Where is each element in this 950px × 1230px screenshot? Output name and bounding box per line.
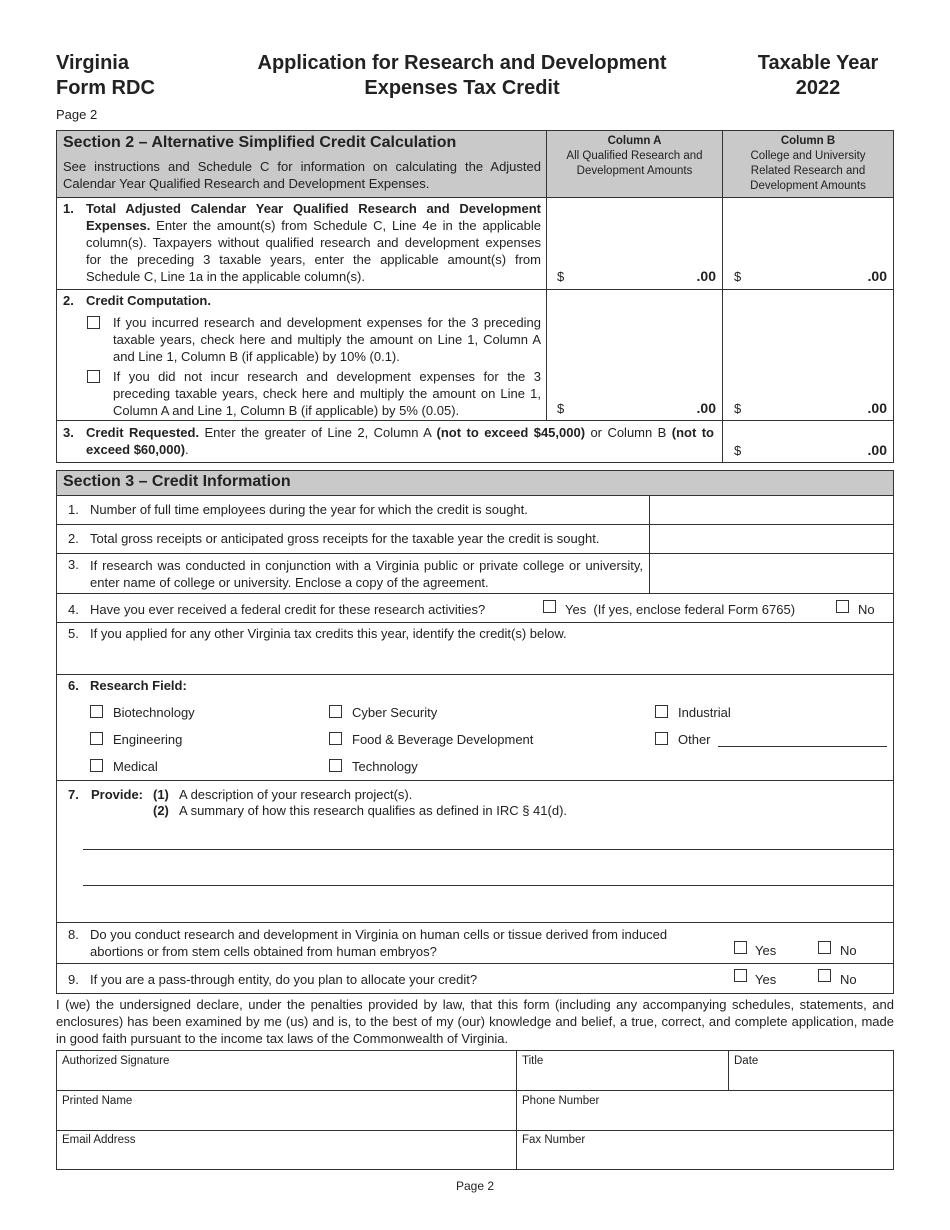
q7-item2-number: (2) bbox=[153, 803, 169, 818]
field-engineering-label: Engineering bbox=[113, 732, 183, 747]
stem-cells-yes-label: Yes bbox=[755, 943, 777, 958]
stem-cells-yes-checkbox[interactable] bbox=[734, 941, 747, 954]
q2-number: 2. bbox=[68, 531, 79, 546]
taxable-year: 2022 bbox=[795, 77, 841, 99]
federal-credit-yes-label: Yes (If yes, enclose federal Form 6765) bbox=[565, 602, 796, 617]
field-technology-checkbox[interactable] bbox=[329, 759, 342, 772]
field-food-beverage-label: Food & Beverage Development bbox=[352, 732, 534, 747]
stem-cells-no-label: No bbox=[840, 943, 857, 958]
title-label: Title bbox=[522, 1055, 544, 1067]
field-other-label: Other bbox=[678, 732, 711, 747]
line1-colB-dollar: $ bbox=[734, 269, 742, 284]
field-cyber-security-label: Cyber Security bbox=[352, 705, 438, 720]
line3-number: 3. bbox=[63, 425, 74, 440]
q1-text: Number of full time employees during the year for which the credit is sought. bbox=[90, 502, 528, 517]
q7-answer-line-2[interactable] bbox=[83, 885, 894, 886]
line2-colA-amount[interactable]: .00 bbox=[696, 400, 716, 416]
date-field[interactable] bbox=[729, 1070, 893, 1089]
line3-limit-a: (not to exceed $45,000) bbox=[436, 425, 586, 440]
footer-page-number: Page 2 bbox=[455, 1179, 495, 1193]
line3-desc3: . bbox=[185, 442, 189, 457]
column-b-title: Column B bbox=[780, 135, 836, 147]
line2-colB-amount[interactable]: .00 bbox=[867, 400, 887, 416]
q8-text: Do you conduct research and development in Virginia on human cells or tissue derived from induced abortions or from stem cells obtained from human embryos? bbox=[90, 927, 668, 959]
line2-colA-dollar: $ bbox=[557, 401, 565, 416]
field-medical-label: Medical bbox=[113, 759, 158, 774]
federal-credit-no-label: No bbox=[858, 602, 875, 617]
section2-title: Section 2 – Alternative Simplified Credit Calculation bbox=[63, 134, 457, 151]
section2-intro: See instructions and Schedule C for information on calculating the Adjusted Calendar Year Qualified Research and Development Expenses. bbox=[63, 159, 541, 191]
incurred-expenses-checkbox[interactable] bbox=[87, 316, 100, 329]
form-id: Form RDC bbox=[56, 77, 155, 99]
declaration-text: I (we) the undersigned declare, under the penalties provided by law, that this form (including any accompanying schedules, statements, and enclosures) has been examined by me (us) and is, to the best of my (our) knowledge and belief, a true, correct, and complete application, made in good faith pursuant to the income tax laws of the Commonwealth of Virginia. bbox=[56, 997, 894, 1046]
form-state: Virginia bbox=[56, 52, 129, 74]
q6-number: 6. bbox=[68, 678, 79, 693]
no-expenses-checkbox[interactable] bbox=[87, 370, 100, 383]
taxable-year-label: Taxable Year bbox=[757, 52, 879, 74]
q7-item1-text: A description of your research project(s). bbox=[179, 787, 413, 802]
column-a-header bbox=[547, 134, 722, 179]
field-industrial-checkbox[interactable] bbox=[655, 705, 668, 718]
line3-desc2: or Column B bbox=[585, 425, 672, 440]
field-engineering-checkbox[interactable] bbox=[90, 732, 103, 745]
phone-number-field[interactable] bbox=[517, 1110, 893, 1129]
field-technology-label: Technology bbox=[352, 759, 418, 774]
field-biotechnology-label: Biotechnology bbox=[113, 705, 195, 720]
q7-number: 7. bbox=[68, 787, 79, 802]
section3-title: Section 3 – Credit Information bbox=[63, 473, 291, 490]
federal-credit-no-checkbox[interactable] bbox=[836, 600, 849, 613]
federal-credit-yes-checkbox[interactable] bbox=[543, 600, 556, 613]
form-title-line1: Application for Research and Development bbox=[257, 52, 667, 74]
allocate-yes-checkbox[interactable] bbox=[734, 969, 747, 982]
line3-amount[interactable]: .00 bbox=[867, 442, 887, 458]
page-number: Page 2 bbox=[56, 107, 98, 122]
fax-number-field[interactable] bbox=[517, 1150, 893, 1169]
line2-title: Credit Computation. bbox=[86, 293, 211, 308]
q7-label: Provide: bbox=[91, 787, 144, 802]
stem-cells-no-checkbox[interactable] bbox=[818, 941, 831, 954]
q5-text: If you applied for any other Virginia tax credits this year, identify the credit(s) below. bbox=[90, 626, 567, 641]
line2-colB-dollar: $ bbox=[734, 401, 742, 416]
authorized-signature-label: Authorized Signature bbox=[62, 1055, 170, 1067]
column-a-title: Column A bbox=[607, 135, 662, 147]
option1-text: If you incurred research and development expenses for the 3 preceding taxable years, check here and multiply the amount on Line 1, Column A and Line 1, Column B (if applicable) by 10% (0.1). bbox=[113, 315, 541, 364]
line3-bold: Credit Requested. bbox=[86, 425, 200, 440]
printed-name-field[interactable] bbox=[57, 1110, 515, 1129]
q6-label: Research Field: bbox=[90, 678, 187, 693]
allocate-no-label: No bbox=[840, 972, 857, 987]
q7-answer-line-1[interactable] bbox=[83, 849, 894, 850]
field-industrial-label: Industrial bbox=[678, 705, 731, 720]
q8-number: 8. bbox=[68, 927, 79, 942]
line1-colA-amount[interactable]: .00 bbox=[696, 268, 716, 284]
line3-limit-b: (not to exceed $60,000) bbox=[86, 425, 715, 457]
other-credits-input[interactable] bbox=[90, 644, 890, 672]
q4-text: Have you ever received a federal credit for these research activities? bbox=[90, 602, 486, 617]
line1-number: 1. bbox=[63, 201, 74, 216]
q1-number: 1. bbox=[68, 502, 79, 517]
field-other-input[interactable] bbox=[718, 746, 887, 747]
q3-text: If research was conducted in conjunction with a Virginia public or private college or university, enter name of college or university. Enclose a copy of the agreement. bbox=[90, 558, 643, 590]
line3-dollar: $ bbox=[734, 443, 742, 458]
college-name-input[interactable] bbox=[650, 554, 893, 593]
allocate-yes-label: Yes bbox=[755, 972, 777, 987]
date-label: Date bbox=[734, 1055, 759, 1067]
employees-input[interactable] bbox=[650, 496, 893, 524]
option2-text: If you did not incur research and development expenses for the 3 preceding taxable years, check here and multiply the amount on Line 1, Column A and Line 1, Column B (if applicable) by 5% (0.05). bbox=[113, 369, 541, 418]
field-biotechnology-checkbox[interactable] bbox=[90, 705, 103, 718]
email-address-label: Email Address bbox=[62, 1134, 136, 1146]
printed-name-label: Printed Name bbox=[62, 1095, 133, 1107]
line1-desc: Enter the amount(s) from Schedule C, Line 4e in the applicable column(s). Taxpayers without qualified research and development expenses for the preceding 3 taxable years, enter the applicable amount(s) from Schedule C, Line 1a in the applicable column(s). bbox=[86, 218, 541, 284]
q9-text: If you are a pass-through entity, do you plan to allocate your credit? bbox=[90, 972, 478, 987]
line3-desc1: Enter the greater of Line 2, Column A bbox=[199, 425, 437, 440]
q3-number: 3. bbox=[68, 557, 79, 572]
line2-number: 2. bbox=[63, 293, 74, 308]
field-cyber-security-checkbox[interactable] bbox=[329, 705, 342, 718]
line1-colB-amount[interactable]: .00 bbox=[867, 268, 887, 284]
q7-item2-text: A summary of how this research qualifies as defined in IRC § 41(d). bbox=[179, 803, 568, 818]
form-title-line2: Expenses Tax Credit bbox=[364, 77, 560, 99]
column-b-desc: College and University Related Research and Development Amounts bbox=[750, 150, 866, 192]
q5-number: 5. bbox=[68, 626, 79, 641]
phone-number-label: Phone Number bbox=[522, 1095, 600, 1107]
field-other-checkbox[interactable] bbox=[655, 732, 668, 745]
q2-text: Total gross receipts or anticipated gross receipts for the taxable year the credit is sought. bbox=[90, 531, 600, 546]
authorized-signature-field[interactable] bbox=[57, 1070, 515, 1089]
line1-colA-dollar: $ bbox=[557, 269, 565, 284]
line1-text bbox=[86, 200, 541, 285]
line3-text bbox=[86, 424, 714, 458]
email-address-field[interactable] bbox=[57, 1150, 515, 1169]
column-a-desc: All Qualified Research and Development Amounts bbox=[566, 150, 703, 177]
field-medical-checkbox[interactable] bbox=[90, 759, 103, 772]
title-field[interactable] bbox=[517, 1070, 727, 1089]
gross-receipts-input[interactable] bbox=[650, 525, 893, 553]
fax-number-label: Fax Number bbox=[522, 1134, 586, 1146]
q4-number: 4. bbox=[68, 602, 79, 617]
q7-item1-number: (1) bbox=[153, 787, 169, 802]
allocate-no-checkbox[interactable] bbox=[818, 969, 831, 982]
q9-number: 9. bbox=[68, 972, 79, 987]
field-food-beverage-checkbox[interactable] bbox=[329, 732, 342, 745]
column-b-header bbox=[723, 134, 893, 194]
line1-bold: Total Adjusted Calendar Year Qualified Research and Development Expenses. bbox=[86, 201, 541, 233]
